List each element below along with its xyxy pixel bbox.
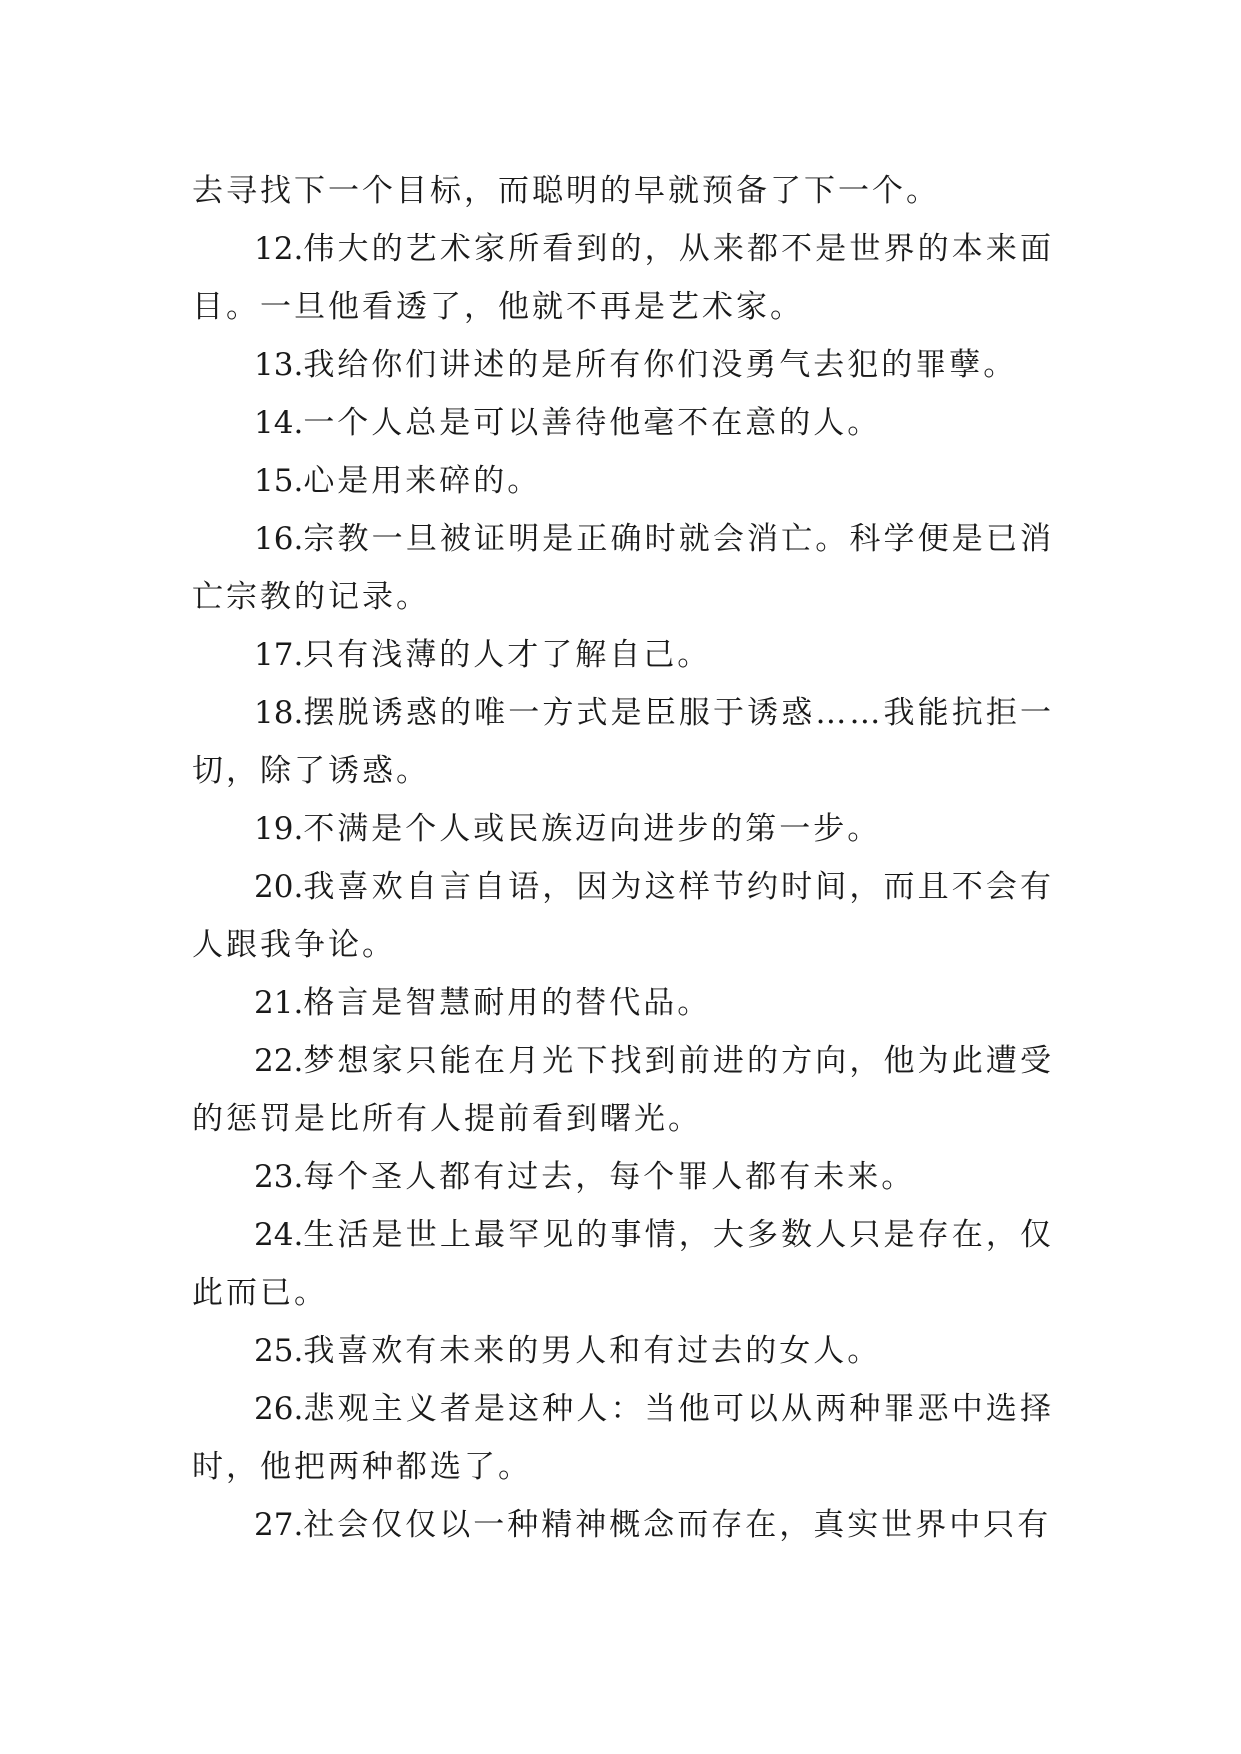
quote-number: 14. bbox=[254, 405, 304, 441]
quote-20 bbox=[192, 858, 1054, 974]
paragraph-text: 去寻找下一个目标，而聪明的早就预备了下一个。 bbox=[192, 173, 940, 209]
quote-number: 22. bbox=[254, 1043, 304, 1079]
quote-text: 只有浅薄的人才了解自己。 bbox=[303, 637, 712, 673]
quote-text: 摆脱诱惑的唯一方式是臣服于诱惑……我能抗拒一切，除了诱惑。 bbox=[192, 695, 1054, 789]
quote-list bbox=[192, 162, 1054, 1554]
quote-26 bbox=[192, 1380, 1054, 1496]
quote-19 bbox=[192, 800, 1054, 858]
quote-number: 25. bbox=[254, 1333, 304, 1369]
quote-number: 23. bbox=[254, 1159, 304, 1195]
quote-number: 16. bbox=[254, 521, 304, 557]
quote-text: 梦想家只能在月光下找到前进的方向，他为此遭受的惩罚是比所有人提前看到曙光。 bbox=[192, 1043, 1054, 1137]
quote-22 bbox=[192, 1032, 1054, 1148]
quote-text: 社会仅仅以一种精神概念而存在，真实世界中只有 bbox=[303, 1507, 1052, 1543]
quote-text: 生活是世上最罕见的事情，大多数人只是存在，仅此而已。 bbox=[192, 1217, 1054, 1311]
quote-text: 宗教一旦被证明是正确时就会消亡。科学便是已消亡宗教的记录。 bbox=[192, 521, 1054, 615]
paragraph-continuation bbox=[192, 162, 1054, 220]
quote-23 bbox=[192, 1148, 1054, 1206]
quote-number: 20. bbox=[254, 869, 304, 905]
quote-number: 24. bbox=[254, 1217, 304, 1253]
quote-number: 18. bbox=[254, 695, 304, 731]
quote-number: 27. bbox=[254, 1507, 304, 1543]
quote-text: 格言是智慧耐用的替代品。 bbox=[303, 985, 712, 1021]
quote-text: 一个人总是可以善待他毫不在意的人。 bbox=[303, 405, 882, 441]
quote-25 bbox=[192, 1322, 1054, 1380]
quote-12 bbox=[192, 220, 1054, 336]
quote-number: 17. bbox=[254, 637, 304, 673]
quote-text: 我喜欢自言自语，因为这样节约时间，而且不会有人跟我争论。 bbox=[192, 869, 1054, 963]
quote-14 bbox=[192, 394, 1054, 452]
quote-number: 21. bbox=[254, 985, 304, 1021]
quote-16 bbox=[192, 510, 1054, 626]
quote-text: 不满是个人或民族迈向进步的第一步。 bbox=[303, 811, 882, 847]
quote-21 bbox=[192, 974, 1054, 1032]
quote-17 bbox=[192, 626, 1054, 684]
quote-number: 19. bbox=[254, 811, 304, 847]
quote-24 bbox=[192, 1206, 1054, 1322]
quote-text: 我给你们讲述的是所有你们没勇气去犯的罪孽。 bbox=[303, 347, 1018, 383]
quote-text: 伟大的艺术家所看到的，从来都不是世界的本来面目。一旦他看透了，他就不再是艺术家。 bbox=[192, 231, 1054, 325]
quote-27 bbox=[192, 1496, 1054, 1554]
quote-text: 每个圣人都有过去，每个罪人都有未来。 bbox=[303, 1159, 916, 1195]
quote-number: 12. bbox=[254, 231, 304, 267]
quote-15 bbox=[192, 452, 1054, 510]
quote-number: 15. bbox=[254, 463, 304, 499]
quote-number: 26. bbox=[254, 1391, 304, 1427]
quote-number: 13. bbox=[254, 347, 304, 383]
quote-text: 心是用来碎的。 bbox=[303, 463, 542, 499]
quote-text: 我喜欢有未来的男人和有过去的女人。 bbox=[303, 1333, 882, 1369]
quote-18 bbox=[192, 684, 1054, 800]
quote-text: 悲观主义者是这种人：当他可以从两种罪恶中选择时，他把两种都选了。 bbox=[192, 1391, 1054, 1485]
quote-13 bbox=[192, 336, 1054, 394]
